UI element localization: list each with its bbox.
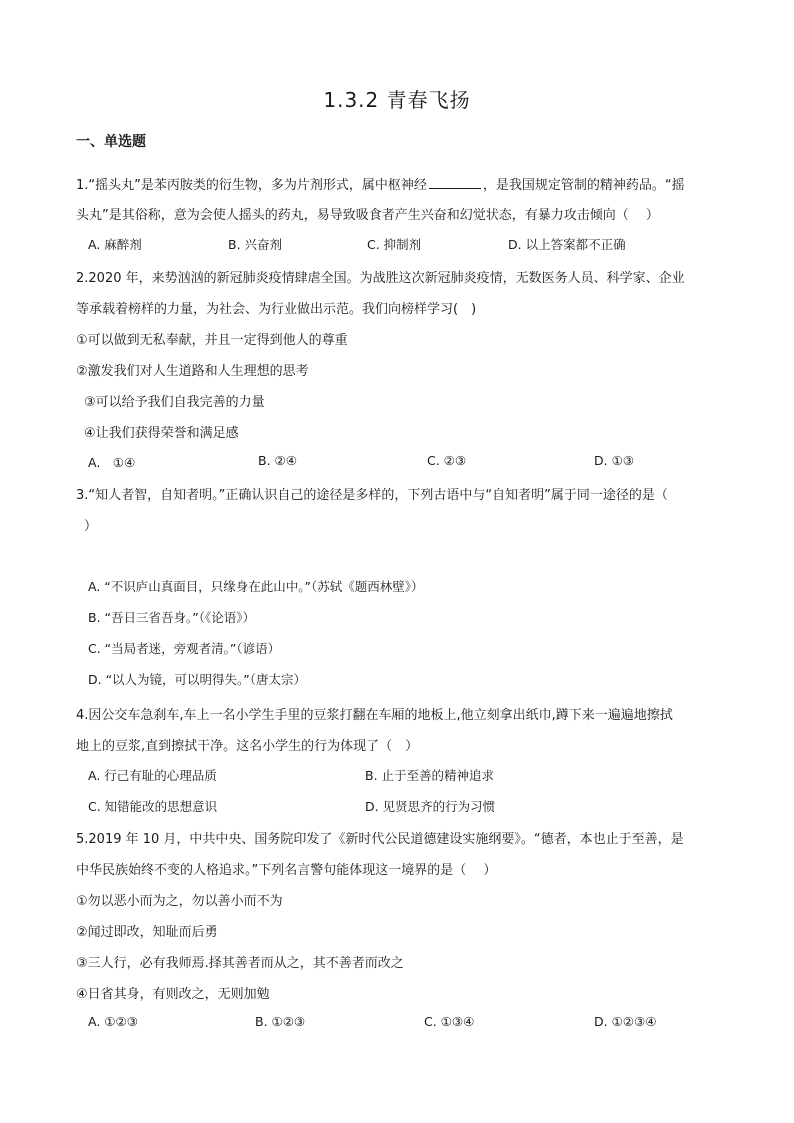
- q1-option-d[interactable]: D. 以上答案都不正确: [508, 237, 626, 252]
- q5-item-2: ②闻过即改，知耻而后勇: [76, 925, 218, 940]
- answer-blank: [429, 176, 481, 189]
- q4-option-c[interactable]: C. 知错能改的思想意识: [88, 799, 218, 814]
- q2-option-c[interactable]: C. ②③: [427, 453, 467, 468]
- question-2-line-1: 2.2020 年，来势汹汹的新冠肺炎疫情肆虐全国。为战胜这次新冠肺炎疫情，无数医务人员、科学家、企业: [76, 271, 685, 286]
- q2-option-d[interactable]: D. ①③: [594, 453, 634, 468]
- q4-option-d[interactable]: D. 见贤思齐的行为习惯: [365, 799, 496, 814]
- q4-option-b[interactable]: B. 止于至善的精神追求: [365, 768, 495, 783]
- question-text: 1.“摇头丸”是苯丙胺类的衍生物，多为片剂形式，属中枢神经: [76, 178, 427, 193]
- question-2-line-2: 等承载着榜样的力量，为社会、为行业做出示范。我们向榜样学习( ): [76, 302, 477, 317]
- page-title: 1.3.2 青春飞扬: [323, 88, 471, 112]
- q5-item-1: ①勿以恶小而为之，勿以善小而不为: [76, 894, 283, 909]
- q5-option-c[interactable]: C. ①③④: [424, 1014, 475, 1029]
- q5-option-d[interactable]: D. ①②③④: [594, 1014, 657, 1029]
- question-3-line-1: 3.“知人者智，自知者明。”正确认识自己的途径是多样的，下列古语中与“自知者明”属于同一途径的是（: [76, 488, 668, 503]
- q3-option-b[interactable]: B. “吾日三省吾身。”（《论语》）: [88, 610, 255, 625]
- section-heading: 一、单选题: [76, 134, 146, 150]
- question-text: ，是我国规定管制的精神药品。“摇: [482, 178, 685, 193]
- q2-option-a[interactable]: A. ①④: [88, 455, 136, 470]
- q3-option-c[interactable]: C. “当局者迷，旁观者清。”（谚语）: [88, 641, 281, 656]
- question-4-line-2: 地上的豆浆,直到擦拭干净。这名小学生的行为体现了（ ）: [76, 739, 419, 754]
- q3-option-d[interactable]: D. “以人为镜，可以明得失。”（唐太宗）: [88, 672, 307, 687]
- q2-item-2: ②激发我们对人生道路和人生理想的思考: [76, 364, 309, 379]
- q3-option-a[interactable]: A. “不识庐山真面目，只缘身在此山中。”（苏轼《题西林壁》）: [88, 579, 424, 594]
- q5-option-b[interactable]: B. ①②③: [255, 1014, 306, 1029]
- q4-option-a[interactable]: A. 行己有耻的心理品质: [88, 768, 217, 783]
- question-1-line-2: 头丸”是其俗称，意为会使人摇头的药丸，易导致吸食者产生兴奋和幻觉状态，有暴力攻击倾向（ ）: [76, 208, 659, 223]
- question-5-line-1: 5.2019 年 10 月，中共中央、国务院印发了《新时代公民道德建设实施纲要》。“德者，本也止于至善，是: [76, 832, 684, 847]
- q2-item-1: ①可以做到无私奉献，并且一定得到他人的尊重: [76, 333, 348, 348]
- question-1-line-1: [76, 174, 685, 193]
- q2-item-3: ③可以给予我们自我完善的力量: [84, 395, 265, 410]
- q1-option-b[interactable]: B. 兴奋剂: [228, 237, 283, 252]
- q5-option-a[interactable]: A. ①②③: [88, 1014, 138, 1029]
- q2-item-4: ④让我们获得荣誉和满足感: [84, 426, 239, 441]
- q2-option-b[interactable]: B. ②④: [258, 453, 297, 468]
- q5-item-3: ③三人行，必有我师焉.择其善者而从之，其不善者而改之: [76, 956, 404, 971]
- q1-option-c[interactable]: C. 抑制剂: [367, 237, 422, 252]
- q5-item-4: ④日省其身，有则改之，无则加勉: [76, 987, 270, 1002]
- question-4-line-1: 4.因公交车急刹车,车上一名小学生手里的豆浆打翻在车厢的地板上,他立刻拿出纸巾,蹲下来一遍遍地擦拭: [76, 708, 673, 723]
- question-5-line-2: 中华民族始终不变的人格追求。”下列名言警句能体现这一境界的是（ ）: [76, 863, 497, 878]
- q1-option-a[interactable]: A. 麻醉剂: [88, 237, 142, 252]
- question-3-line-2: ）: [84, 519, 98, 534]
